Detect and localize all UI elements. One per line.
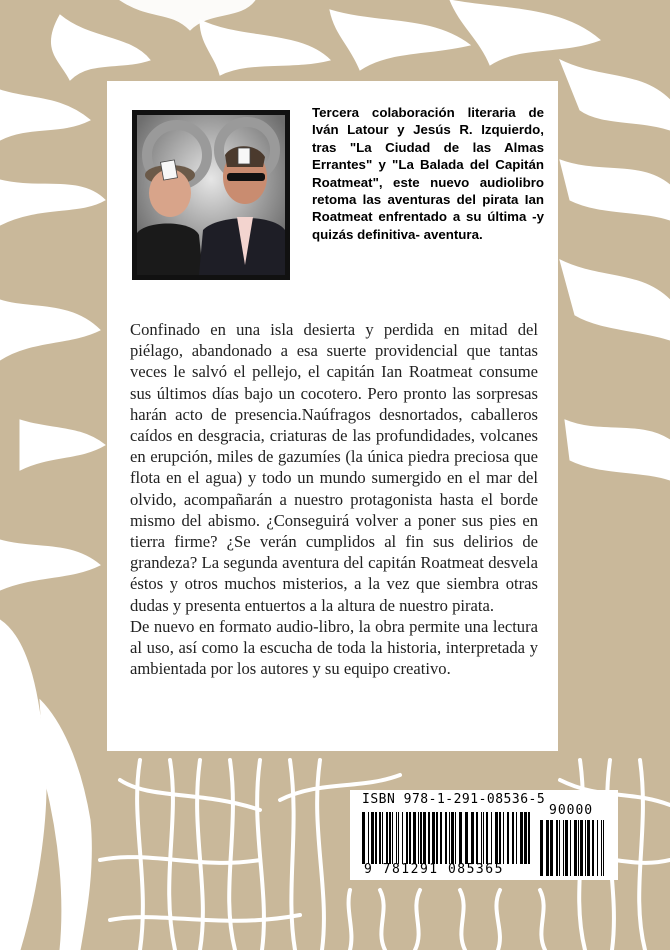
barcode-bars (362, 812, 532, 864)
barcode-bar (379, 812, 381, 864)
barcode-bar (382, 812, 383, 864)
barcode-bar (418, 812, 419, 864)
synopsis-paragraph: Confinado en una isla desierta y perdida en mitad del piélago, abandonado a esa suerte providencial que tantas veces le salvó el pellejo, el capitán Ian Roatmeat consume sus últimos días bajo un cocotero. Pero pronto las sorpresas harán acto de presencia.Naúfragos desnortados, caballeros caídos en desgracia, criaturas de las profundidades, volcanes en erupción, miles de gazumíes (la única piedra preciosa que flota en el agua) y todo un mundo sumergido en el mar del olvido, acompañarán a nuestro protagonista hasta el borde mismo del abismo. ¿Conseguirá volver a poner sus pies en tierra firme? ¿Se verán cumplidos al fin sus delirios de grandeza? La segunda aventura del capitán Roatmeat desvela éstos y otros muchos misterios, a la vez que siembra otras dudas y presenta entuertos a la altura de nuestro pirata. (130, 320, 538, 615)
barcode-bar (578, 820, 579, 876)
barcode-bar (455, 812, 456, 864)
barcode-bar (402, 812, 403, 864)
barcode-bar (432, 812, 435, 864)
barcode-bar (491, 812, 492, 864)
barcode-bar (585, 820, 586, 876)
barcode-bar (420, 812, 422, 864)
barcode-bar (512, 812, 514, 864)
barcode-bar (516, 812, 517, 864)
synopsis (130, 319, 538, 679)
intro-blurb: Tercera colaboración literaria de Iván Latour y Jesús R. Izquierdo, tras "La Ciudad de las Almas Errantes" y "La Balada del Capitán Roatmeat", este nuevo audiolibro retoma las aventuras del pirata Ian Roatmeat enfrentado a su última -y quizás definitiva- aventura. (312, 105, 544, 242)
barcode-bar (559, 820, 560, 876)
barcode-bar (587, 820, 590, 876)
barcode-bar (362, 812, 365, 864)
authors-photo (132, 110, 290, 280)
barcode-bar (368, 812, 369, 864)
barcode-bar (428, 812, 430, 864)
isbn-label: ISBN 978-1-291-08536-5 (362, 792, 546, 807)
barcode-bar (413, 812, 416, 864)
price-code: 90000 (549, 803, 594, 818)
barcode-bar (495, 812, 498, 864)
barcode-bar (499, 812, 501, 864)
barcode-bar (481, 812, 482, 864)
barcode-bar (524, 812, 527, 864)
barcode-bar (483, 812, 484, 864)
barcode-bar (556, 820, 558, 876)
barcode-bar (540, 820, 543, 876)
barcode-bar (601, 820, 602, 876)
barcode-bar (597, 820, 598, 876)
barcode-bar (386, 812, 388, 864)
barcode-bar (451, 812, 454, 864)
barcode-bar (445, 812, 447, 864)
barcode-bar (574, 820, 577, 876)
barcode-bar (440, 812, 442, 864)
barcode-bar (392, 812, 393, 864)
barcode-bar (580, 820, 583, 876)
barcode-bar (409, 812, 411, 864)
barcode-bar (436, 812, 438, 864)
barcode-digits: 9 781291 085365 (364, 862, 504, 877)
barcode-bar (375, 812, 377, 864)
barcode-bar (449, 812, 450, 864)
barcode-bar (465, 812, 468, 864)
barcode-bar (486, 812, 488, 864)
barcode-bar (550, 820, 553, 876)
barcode-bar (423, 812, 426, 864)
barcode-bar (563, 820, 564, 876)
back-cover-panel (107, 81, 558, 751)
barcode-bar (603, 820, 604, 876)
isbn-barcode (350, 790, 618, 880)
barcode-bar (520, 812, 523, 864)
barcode-bar (459, 812, 462, 864)
barcode-bar (507, 812, 509, 864)
barcode-bar (528, 812, 530, 864)
barcode-bar (546, 820, 549, 876)
barcode-bar (398, 812, 399, 864)
synopsis-paragraph: De nuevo en formato audio-libro, la obra permite una lectura al uso, así como la escucha de toda la historia, interpretada y ambientada por los autores y su equipo creativo. (130, 616, 538, 679)
barcode-bar (476, 812, 478, 864)
barcode-bar (406, 812, 408, 864)
barcode-bar (565, 820, 568, 876)
barcode-bar (471, 812, 474, 864)
addon-barcode-bars (540, 820, 604, 876)
barcode-bar (592, 820, 594, 876)
barcode-bar (503, 812, 504, 864)
barcode-bar (371, 812, 374, 864)
barcode-bar (389, 812, 391, 864)
barcode-bar (570, 820, 571, 876)
barcode-bar (396, 812, 397, 864)
